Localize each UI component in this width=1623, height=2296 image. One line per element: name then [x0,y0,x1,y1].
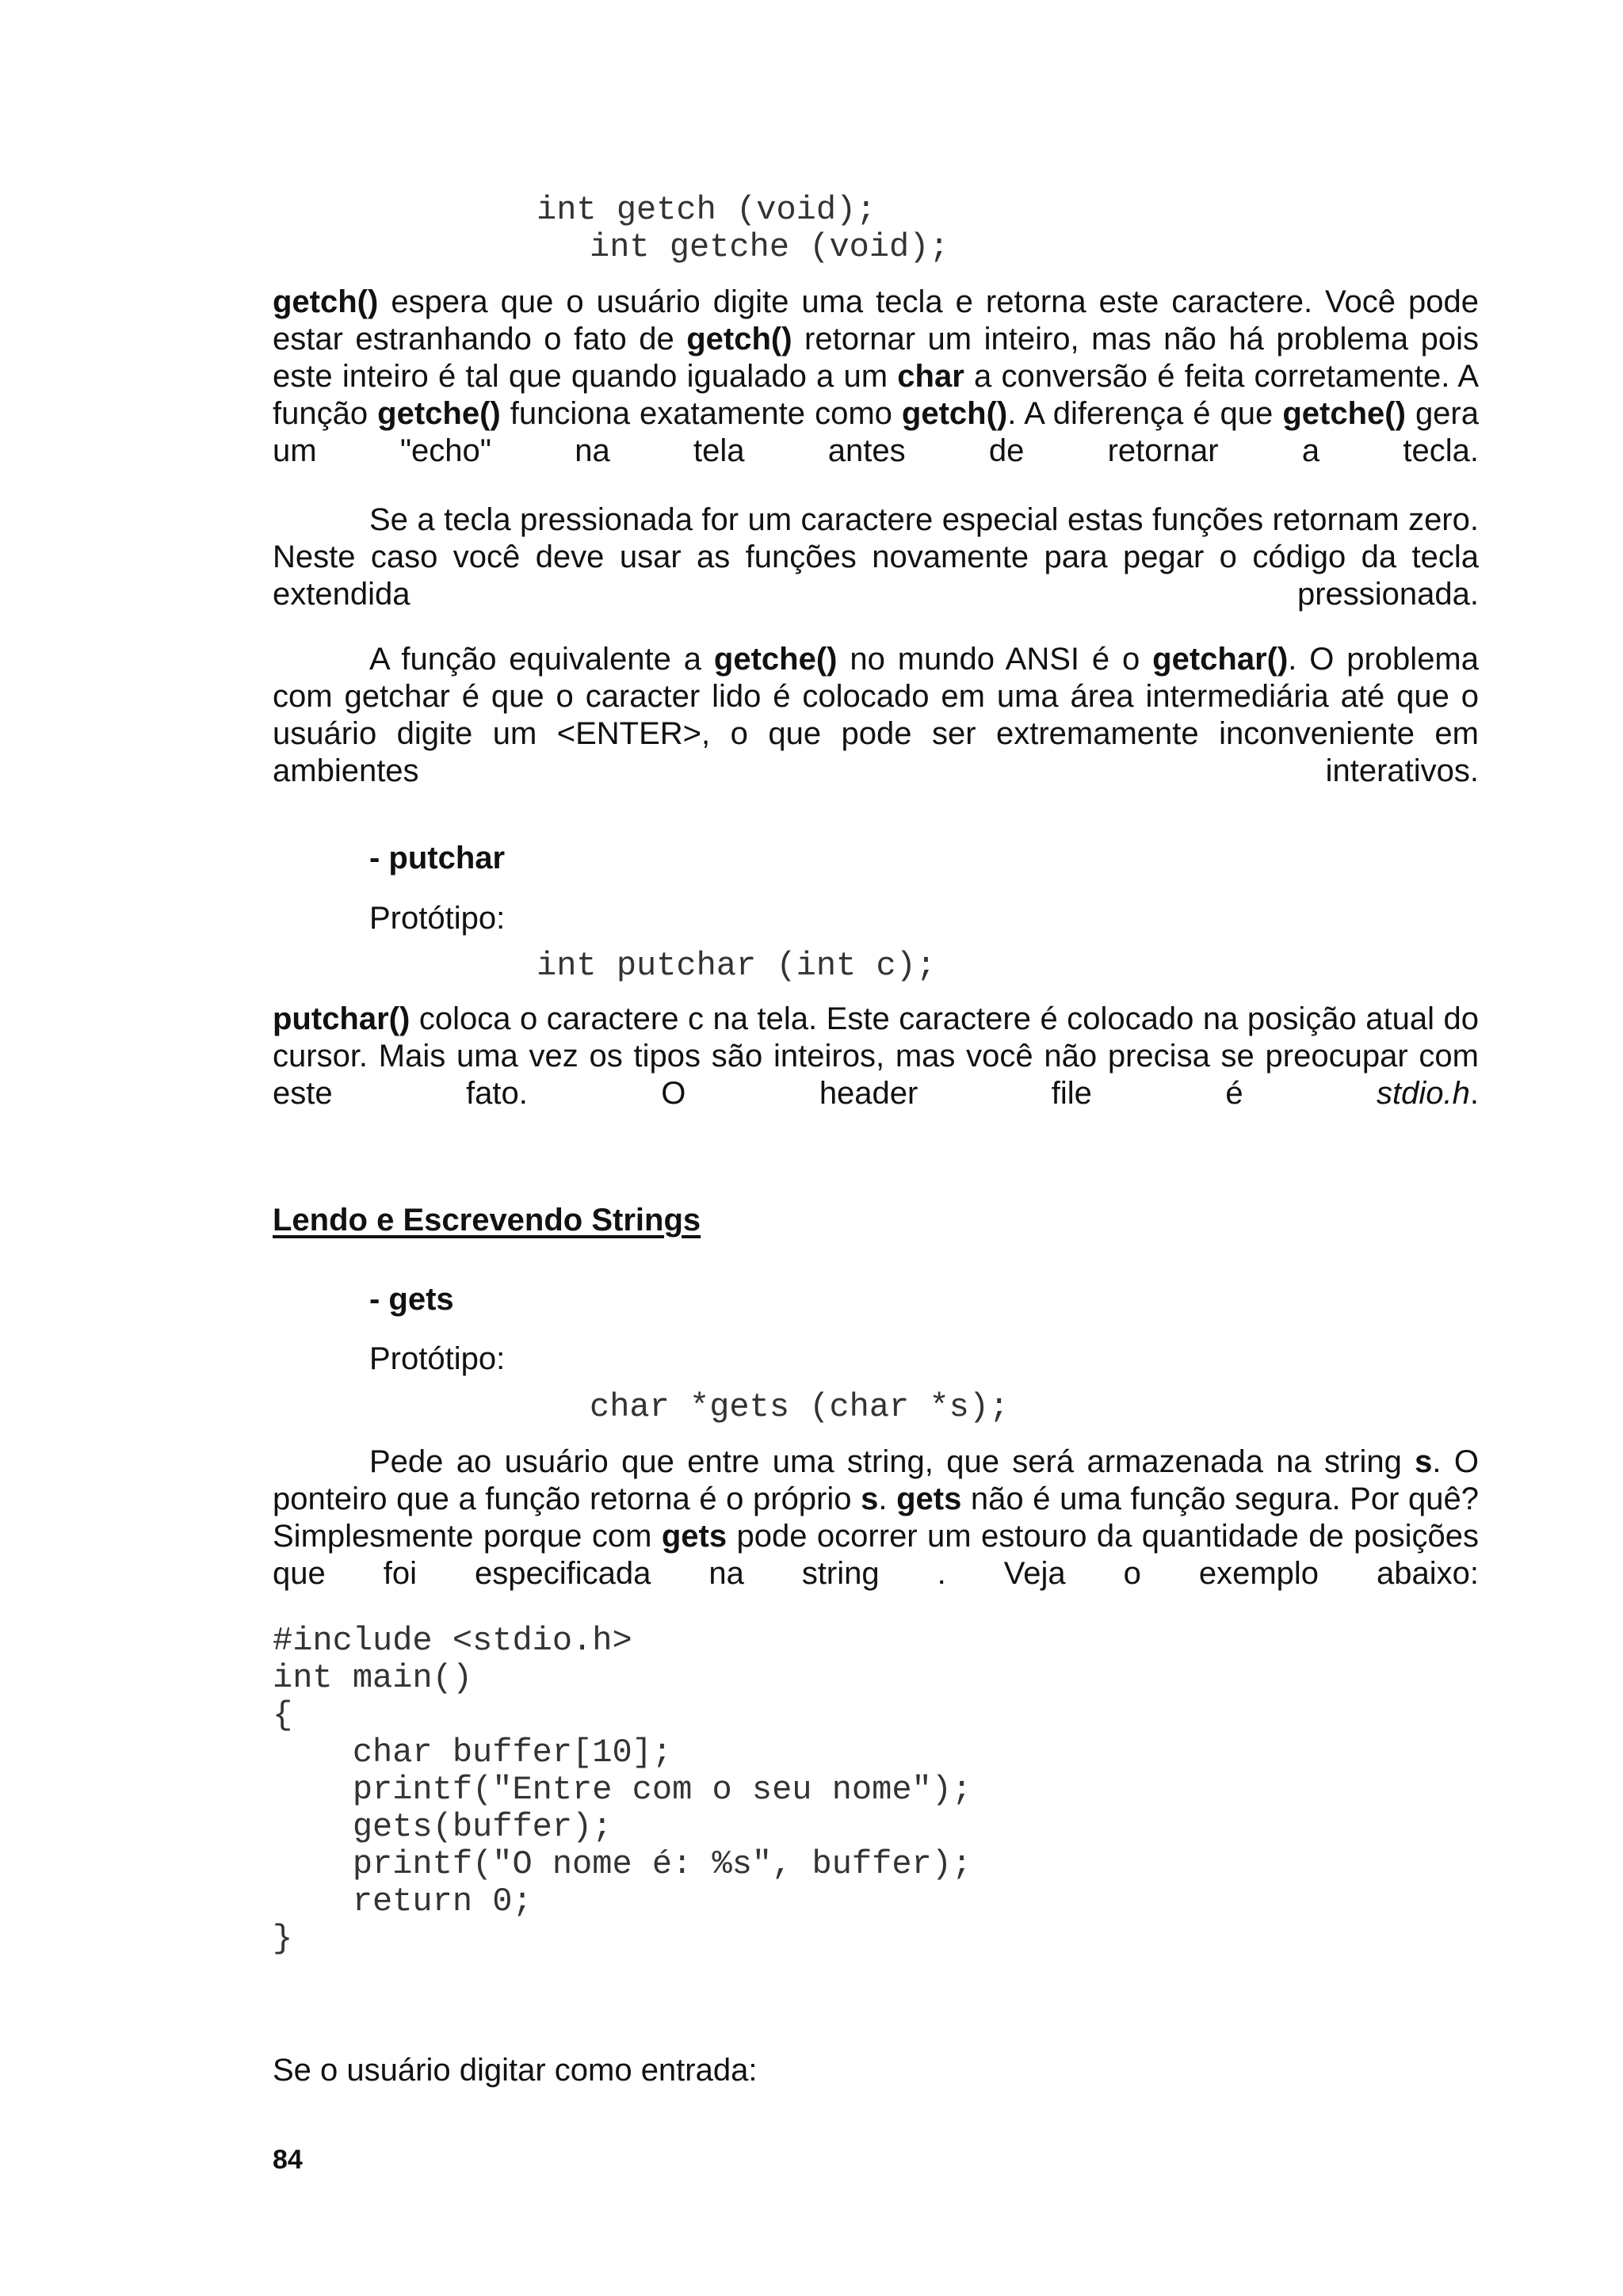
text-run: a conversão é feita corretamente. A função [273,359,1480,431]
text-run: . [878,1482,897,1516]
bold-term: putchar() [273,1001,411,1036]
bold-term: getch() [273,284,379,319]
bold-term: s [1415,1444,1433,1479]
italic-term: stdio.h [1377,1076,1470,1111]
text-run: . O problema com getchar é que o caracter lido é colocado em uma área intermediária até que o usuário digite um <ENTER>, o que pode ser extremamente inconveniente em ambientes interativos. [273,642,1479,788]
bold-term: gets [661,1519,727,1554]
bold-term: gets [896,1482,962,1516]
special-key-paragraph [273,502,1479,613]
text-run: espera que o usuário digite uma tecla e retorna este caractere. Você pode estar estranhando o fato de [273,284,1479,357]
gets-description-paragraph [273,1444,1479,1592]
text-run: Se a tecla pressionada for um caractere especial estas funções retornam zero. Neste caso você deve usar as funções novamente para pegar o código da tecla extendida pressionada. [273,502,1479,612]
text-run: . O ponteiro que a função retorna é o próprio [273,1444,1479,1516]
text-run: não é uma função segura. Por quê? Simplesmente porque com [273,1482,1480,1554]
bold-term: getch() [901,396,1008,431]
bold-term: char [897,359,964,394]
text-run: Pede ao usuário que entre uma string, que será armazenada na string [369,1444,1415,1479]
text-run: retornar um inteiro, mas não há problema pois este inteiro é tal que quando igualado a um [273,322,1479,394]
page-number: 84 [273,2145,303,2175]
bold-term: getch() [686,322,792,357]
text-run: pode ocorrer um estouro da quantidade de posições que foi especificada na string . Veja o exemplo abaixo: [273,1519,1479,1591]
text-run: . A diferença é que [1007,396,1283,431]
gets-heading: - gets [369,1282,454,1317]
bold-term: getche() [713,642,838,677]
gets-prototype: char *gets (char *s); [590,1388,1010,1426]
text-run: gera um "echo" na tela antes de retornar a tecla. [273,396,1479,468]
putchar-prototype-label: Protótipo: [369,901,506,936]
bold-term: getchar() [1152,642,1289,677]
user-input-intro: Se o usuário digitar como entrada: [273,2053,758,2088]
getch-prototype: int getch (void); [537,191,876,229]
text-run: coloca o caractere c na tela. Este caractere é colocado na posição atual do cursor. Mais uma vez os tipos são inteiros, mas você não precisa se preocupar com este fato. O header file é [273,1001,1479,1111]
ansi-getchar-paragraph [273,641,1479,790]
strings-section-title: Lendo e Escrevendo Strings [273,1203,701,1238]
putchar-heading: - putchar [369,841,506,875]
bold-term: getche() [1282,396,1406,431]
putchar-prototype: int putchar (int c); [537,947,937,985]
text-run: funciona exatamente como [500,396,902,431]
bold-term: s [861,1482,879,1516]
text-run: no mundo ANSI é o [837,642,1153,677]
text-run: . [1469,1076,1479,1111]
getche-prototype: int getche (void); [590,228,949,266]
putchar-description-paragraph [273,1001,1479,1112]
gets-example-code: #include <stdio.h> int main() { char buffer[10]; printf("Entre com o seu nome"); gets(buffer); printf("O nome é: %s", buffer); return 0; } [273,1622,972,1958]
gets-prototype-label: Protótipo: [369,1341,506,1376]
text-run: A função equivalente a [369,642,714,677]
getch-description-paragraph [273,284,1479,470]
bold-term: getche() [377,396,501,431]
